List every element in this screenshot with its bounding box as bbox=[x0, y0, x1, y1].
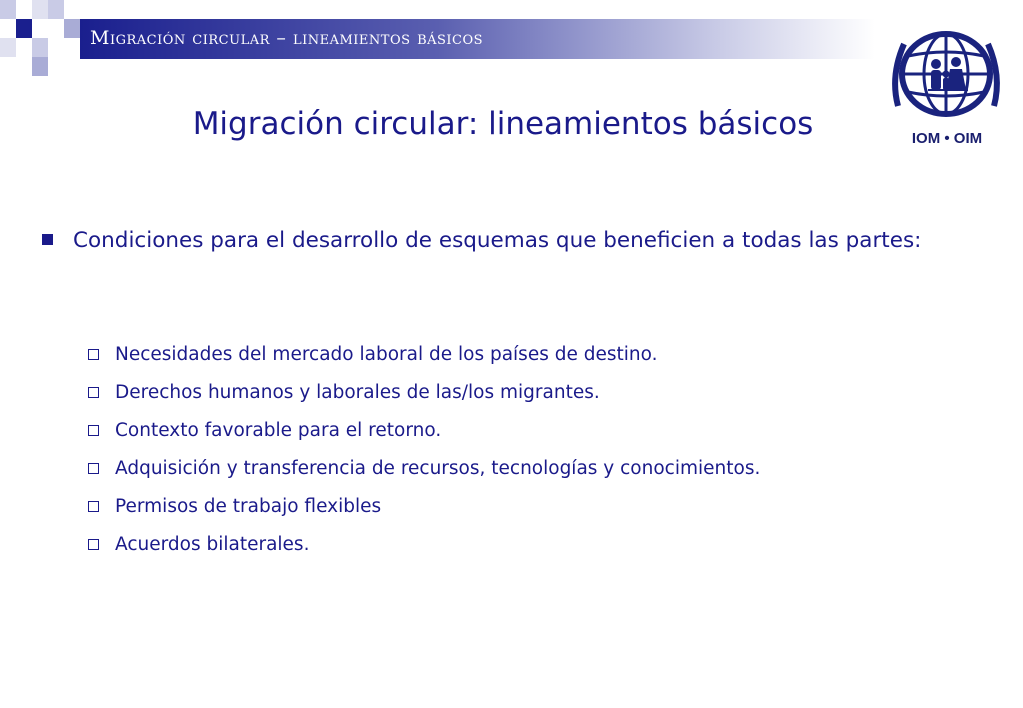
list-item bbox=[88, 492, 988, 530]
decor-square bbox=[32, 57, 48, 76]
decor-square bbox=[32, 0, 48, 19]
decor-square bbox=[64, 19, 80, 38]
main-bullet-text: Condiciones para el desarrollo de esquemas que beneficien a todas las partes: bbox=[73, 228, 922, 253]
header-title: Migración circular – lineamientos básicos bbox=[90, 27, 484, 49]
sub-bullet-text: Adquisición y transferencia de recursos, tecnologías y conocimientos. bbox=[115, 458, 761, 479]
sub-bullet-text: Derechos humanos y laborales de las/los migrantes. bbox=[115, 382, 600, 403]
hollow-square-bullet-icon bbox=[88, 349, 99, 360]
decor-square bbox=[0, 0, 16, 19]
decor-square bbox=[16, 19, 32, 38]
sub-bullet-text: Contexto favorable para el retorno. bbox=[115, 420, 442, 441]
main-bullet bbox=[42, 224, 992, 258]
logo-caption: IOM • OIM bbox=[911, 130, 983, 147]
sub-bullet-text: Permisos de trabajo flexibles bbox=[115, 496, 382, 517]
list-item bbox=[88, 340, 988, 378]
list-item bbox=[88, 416, 988, 454]
decor-square bbox=[0, 38, 16, 57]
hollow-square-bullet-icon bbox=[88, 425, 99, 436]
list-item bbox=[88, 378, 988, 416]
sub-bullet-text: Necesidades del mercado laboral de los países de destino. bbox=[115, 344, 658, 365]
square-bullet-icon bbox=[42, 234, 53, 245]
hollow-square-bullet-icon bbox=[88, 463, 99, 474]
sub-bullet-text: Acuerdos bilaterales. bbox=[115, 534, 310, 555]
list-item bbox=[88, 454, 988, 492]
slide-title: Migración circular: lineamientos básicos bbox=[192, 106, 814, 142]
list-item bbox=[88, 530, 988, 568]
decor-square bbox=[32, 38, 48, 57]
sub-bullet-list bbox=[88, 340, 988, 568]
hollow-square-bullet-icon bbox=[88, 387, 99, 398]
decor-square bbox=[48, 0, 64, 19]
hollow-square-bullet-icon bbox=[88, 539, 99, 550]
hollow-square-bullet-icon bbox=[88, 501, 99, 512]
